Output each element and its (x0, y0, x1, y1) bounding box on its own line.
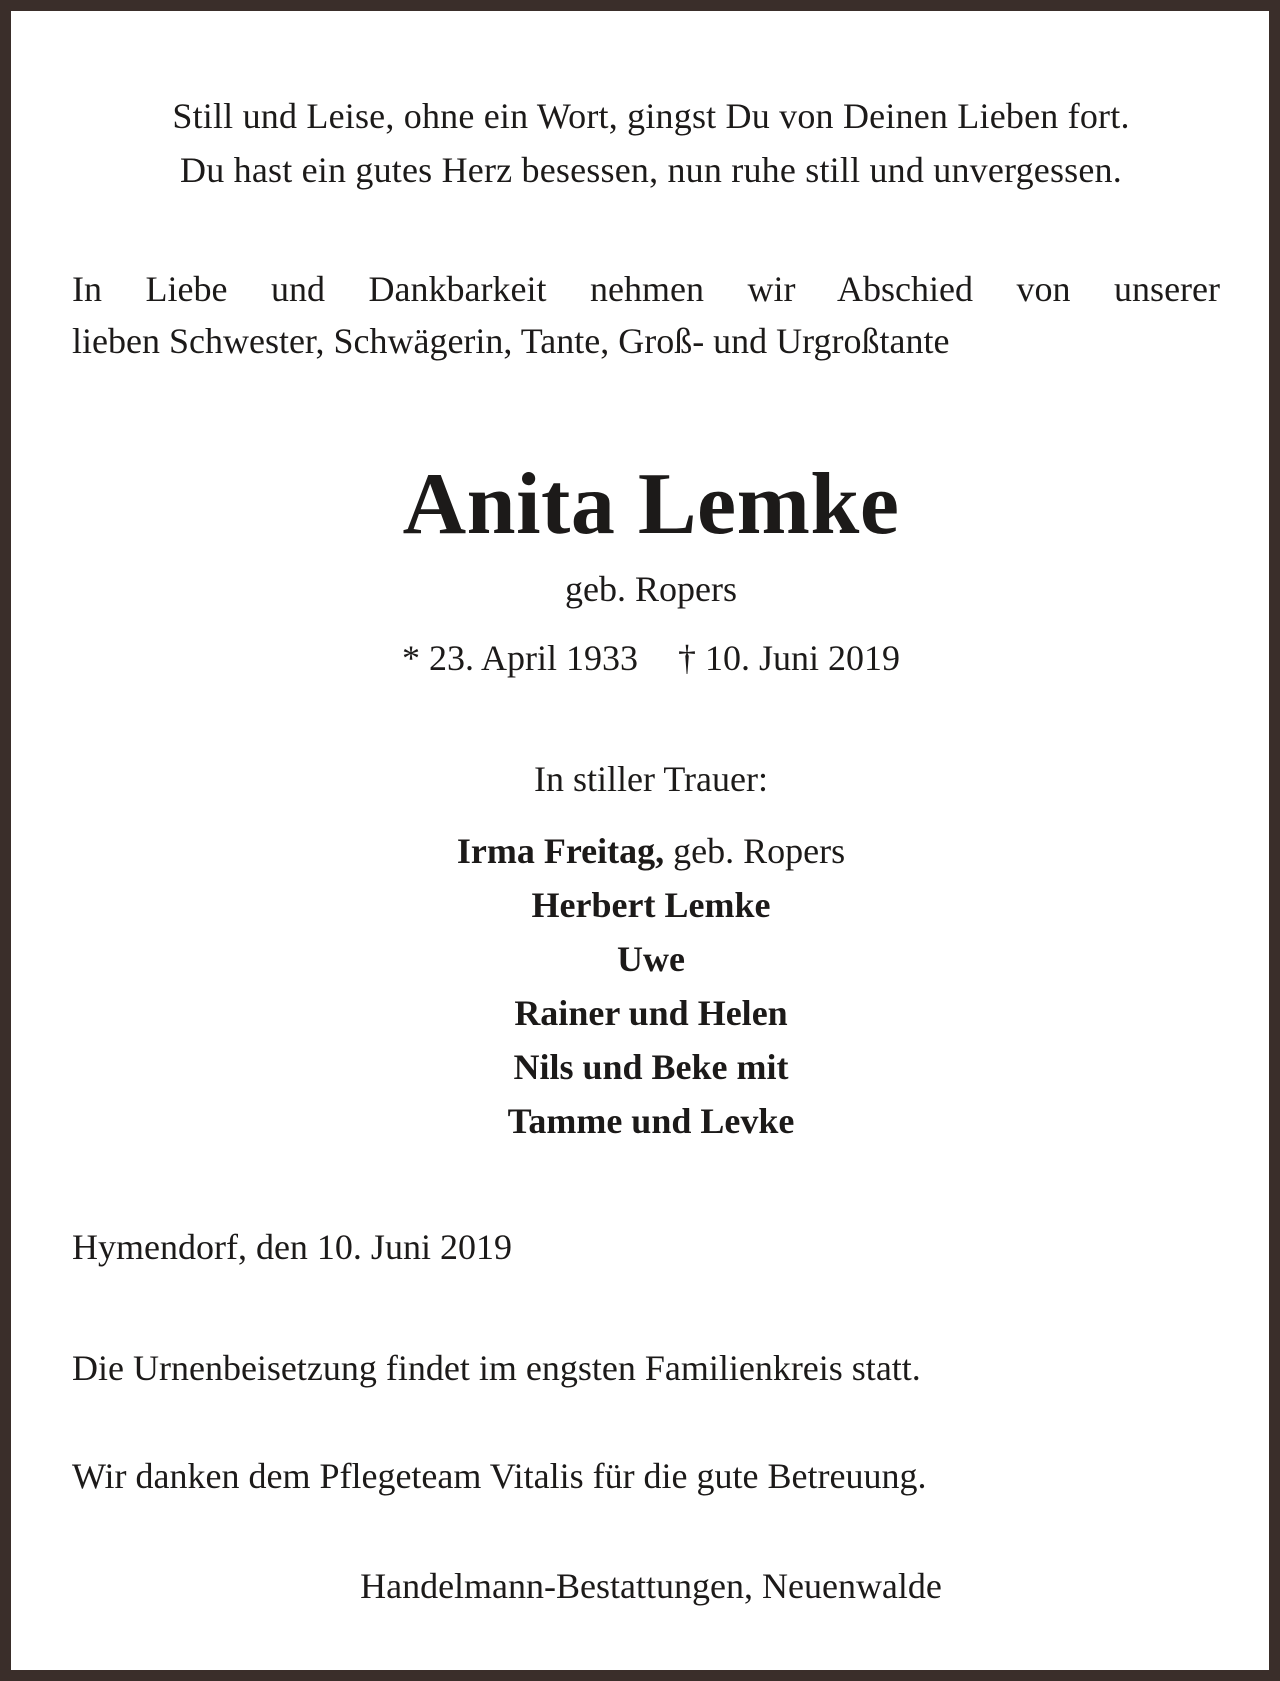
mourner-name: Irma Freitag, (456, 831, 665, 871)
mourner-line (71, 824, 1231, 878)
verse-line-2: Du hast ein gutes Herz besessen, nun ruhe still und unvergessen. (180, 150, 1122, 190)
life-dates (71, 636, 1231, 680)
birth-date: * 23. April 1933 (401, 638, 638, 678)
mourner-line: Nils und Beke mit (513, 1047, 789, 1087)
maiden-name: geb. Ropers (565, 569, 737, 609)
undertaker: Handelmann-Bestattungen, Neuenwalde (360, 1566, 942, 1606)
mourner-line: Uwe (617, 939, 685, 979)
intro-line-2: lieben Schwester, Schwägerin, Tante, Groß- und Urgroßtante (72, 321, 950, 361)
deceased-name: Anita Lemke (402, 456, 900, 553)
verse-line-1: Still und Leise, ohne ein Wort, gingst Du von Deinen Lieben fort. (172, 96, 1130, 136)
mourner-maiden-name: geb. Ropers (664, 831, 846, 871)
mourner-line: Herbert Lemke (531, 885, 771, 925)
mourners-list (71, 824, 1231, 1148)
mourner-line: Rainer und Helen (514, 993, 788, 1033)
burial-notice: Die Urnenbeisetzung findet im engsten Familienkreis statt. (72, 1348, 921, 1388)
intro-line-1: In Liebe und Dankbarkeit nehmen wir Abschied von unserer (72, 269, 1220, 309)
mourner-line: Tamme und Levke (507, 1101, 795, 1141)
thanks-note: Wir danken dem Pflegeteam Vitalis für die gute Betreuung. (72, 1456, 927, 1496)
place-and-date: Hymendorf, den 10. Juni 2019 (72, 1227, 512, 1267)
intro-text (72, 263, 1220, 367)
mourning-heading: In stiller Trauer: (534, 759, 768, 799)
death-date: † 10. Juni 2019 (678, 638, 901, 678)
